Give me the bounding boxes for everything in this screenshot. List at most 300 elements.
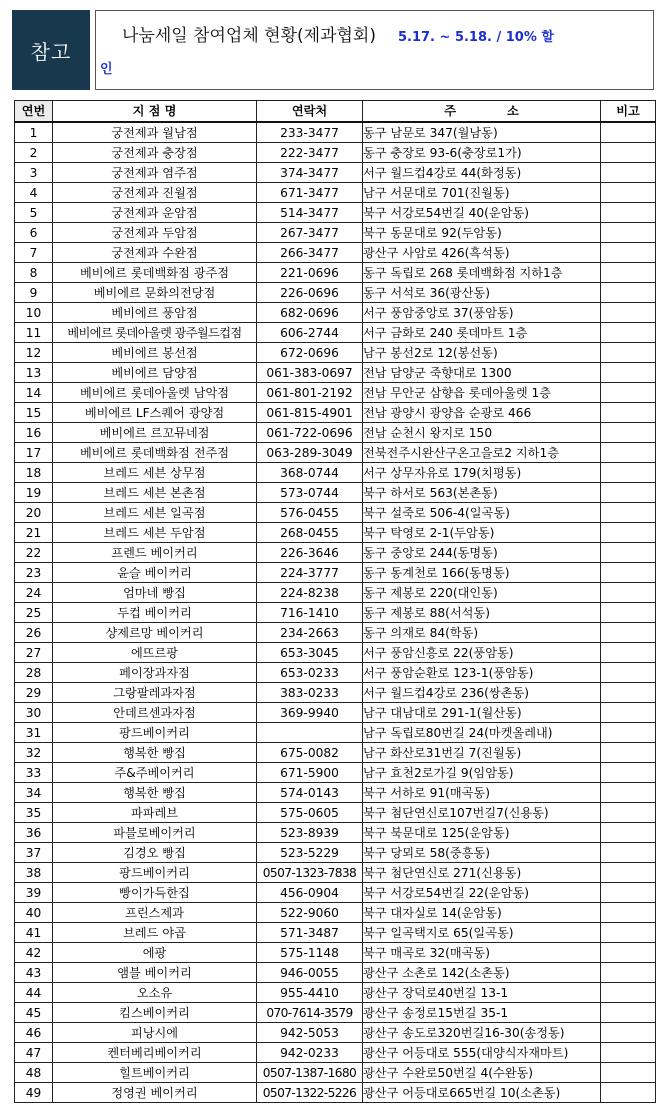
table-row [15, 743, 656, 763]
branch-name: 빵이가득한집 [53, 883, 257, 903]
phone-number: 226-0696 [257, 283, 363, 303]
remarks-cell [601, 563, 656, 583]
remarks-cell [601, 303, 656, 323]
table-row [15, 323, 656, 343]
row-number: 36 [15, 823, 53, 843]
address: 북구 서강로54번길 40(운암동) [363, 203, 601, 223]
table-row [15, 763, 656, 783]
remarks-cell [601, 623, 656, 643]
branch-name: 브레드 세븐 상무점 [53, 463, 257, 483]
address: 서구 상무자유로 179(치평동) [363, 463, 601, 483]
table-row [15, 463, 656, 483]
phone-number: 574-0143 [257, 783, 363, 803]
branch-name: 베비에르 담양점 [53, 363, 257, 383]
phone-number: 514-3477 [257, 203, 363, 223]
sale-period-note-wrap: 인 [100, 62, 113, 77]
address: 남구 효천2로가길 9(임암동) [363, 763, 601, 783]
table-row [15, 963, 656, 983]
remarks-cell [601, 843, 656, 863]
col-header-remarks: 비고 [601, 101, 656, 123]
reference-badge: 참고 [12, 10, 90, 90]
row-number: 47 [15, 1043, 53, 1063]
branch-name: 에뜨르팡 [53, 643, 257, 663]
phone-number: 222-3477 [257, 143, 363, 163]
remarks-cell [601, 863, 656, 883]
remarks-cell [601, 203, 656, 223]
branch-name: 궁전제과 염주점 [53, 163, 257, 183]
address: 전남 담양군 죽향대로 1300 [363, 363, 601, 383]
row-number: 39 [15, 883, 53, 903]
branch-name: 팡드베이커리 [53, 863, 257, 883]
table-row [15, 343, 656, 363]
remarks-cell [601, 122, 656, 143]
remarks-cell [601, 163, 656, 183]
address: 북구 서하로 91(매곡동) [363, 783, 601, 803]
branch-name: 궁전제과 두암점 [53, 223, 257, 243]
address: 동구 의재로 84(학동) [363, 623, 601, 643]
phone-number: 946-0055 [257, 963, 363, 983]
row-number: 33 [15, 763, 53, 783]
table-row [15, 783, 656, 803]
address: 광산구 송정로15번길 35-1 [363, 1003, 601, 1023]
phone-number: 606-2744 [257, 323, 363, 343]
row-number: 38 [15, 863, 53, 883]
remarks-cell [601, 1023, 656, 1043]
phone-number: 070-7614-3579 [257, 1003, 363, 1023]
phone-number: 383-0233 [257, 683, 363, 703]
address: 남구 대남대로 291-1(월산동) [363, 703, 601, 723]
table-row [15, 283, 656, 303]
branch-name: 궁전제과 충장점 [53, 143, 257, 163]
row-number: 29 [15, 683, 53, 703]
branch-name: 베비에르 롯데백화점 전주점 [53, 443, 257, 463]
branch-name: 그랑팔레과자점 [53, 683, 257, 703]
remarks-cell [601, 323, 656, 343]
remarks-cell [601, 903, 656, 923]
remarks-cell [601, 263, 656, 283]
address: 전남 무안군 삼향읍 롯데아울렛 1층 [363, 383, 601, 403]
row-number: 22 [15, 543, 53, 563]
address: 광산구 송도로320번길16-30(송정동) [363, 1023, 601, 1043]
address: 광산구 소촌로 142(소촌동) [363, 963, 601, 983]
table-row [15, 543, 656, 563]
branch-name: 베비에르 봉선점 [53, 343, 257, 363]
row-number: 25 [15, 603, 53, 623]
branch-name: 두컵 베이커리 [53, 603, 257, 623]
remarks-cell [601, 503, 656, 523]
phone-number: 0507-1323-7838 [257, 863, 363, 883]
branch-name: 베비에르 르꼬뮤네점 [53, 423, 257, 443]
address: 서구 금화로 240 롯데마트 1층 [363, 323, 601, 343]
address: 남구 봉선2로 12(봉선동) [363, 343, 601, 363]
address: 동구 제봉로 88(서석동) [363, 603, 601, 623]
phone-number: 523-5229 [257, 843, 363, 863]
remarks-cell [601, 663, 656, 683]
table-row [15, 643, 656, 663]
row-number: 35 [15, 803, 53, 823]
address: 광산구 장덕로40번길 13-1 [363, 983, 601, 1003]
col-header-phone: 연락처 [257, 101, 363, 123]
phone-number: 0507-1387-1680 [257, 1063, 363, 1083]
phone-number: 955-4410 [257, 983, 363, 1003]
remarks-cell [601, 803, 656, 823]
row-number: 18 [15, 463, 53, 483]
remarks-cell [601, 943, 656, 963]
participant-table [14, 100, 656, 1103]
remarks-cell [601, 683, 656, 703]
remarks-cell [601, 483, 656, 503]
branch-name: 궁전제과 진월점 [53, 183, 257, 203]
row-number: 26 [15, 623, 53, 643]
title-box [95, 10, 654, 90]
row-number: 9 [15, 283, 53, 303]
phone-number: 224-8238 [257, 583, 363, 603]
row-number: 1 [15, 122, 53, 143]
branch-name: 프린스제과 [53, 903, 257, 923]
table-row [15, 923, 656, 943]
branch-name: 힐트베이커리 [53, 1063, 257, 1083]
remarks-cell [601, 283, 656, 303]
address: 서구 월드컵4강로 236(쌍촌동) [363, 683, 601, 703]
remarks-cell [601, 583, 656, 603]
address: 북구 일곡택지로 65(일곡동) [363, 923, 601, 943]
table-row [15, 263, 656, 283]
table-row [15, 503, 656, 523]
table-row [15, 663, 656, 683]
remarks-cell [601, 883, 656, 903]
phone-number: 063-289-3049 [257, 443, 363, 463]
remarks-cell [601, 1003, 656, 1023]
remarks-cell [601, 703, 656, 723]
address: 남구 독립로80번길 24(마켓올레내) [363, 723, 601, 743]
branch-name: 샹제르망 베이커리 [53, 623, 257, 643]
row-number: 11 [15, 323, 53, 343]
branch-name: 엄마네 빵집 [53, 583, 257, 603]
row-number: 19 [15, 483, 53, 503]
row-number: 41 [15, 923, 53, 943]
branch-name: 켄터베리베이커리 [53, 1043, 257, 1063]
branch-name: 피낭시에 [53, 1023, 257, 1043]
table-row [15, 943, 656, 963]
address: 광산구 어등대로665번길 10(소촌동) [363, 1083, 601, 1103]
phone-number: 374-3477 [257, 163, 363, 183]
address: 남구 화산로31번길 7(진월동) [363, 743, 601, 763]
address: 북구 설죽로 506-4(일곡동) [363, 503, 601, 523]
table-row [15, 1023, 656, 1043]
table-row [15, 703, 656, 723]
row-number: 8 [15, 263, 53, 283]
row-number: 49 [15, 1083, 53, 1103]
table-row [15, 423, 656, 443]
remarks-cell [601, 763, 656, 783]
address: 동구 충장로 93-6(충장로1가) [363, 143, 601, 163]
remarks-cell [601, 403, 656, 423]
remarks-cell [601, 443, 656, 463]
table-row [15, 803, 656, 823]
row-number: 37 [15, 843, 53, 863]
row-number: 42 [15, 943, 53, 963]
branch-name: 파블로베이커리 [53, 823, 257, 843]
phone-number: 671-3477 [257, 183, 363, 203]
table-row [15, 183, 656, 203]
phone-number: 522-9060 [257, 903, 363, 923]
address: 북구 첨단연신로107번길7(신용동) [363, 803, 601, 823]
col-header-address: 주 소 [363, 101, 601, 123]
table-row [15, 563, 656, 583]
phone-number: 061-383-0697 [257, 363, 363, 383]
remarks-cell [601, 1083, 656, 1103]
row-number: 6 [15, 223, 53, 243]
branch-name: 브레드 세븐 본촌점 [53, 483, 257, 503]
phone-number: 061-801-2192 [257, 383, 363, 403]
table-row [15, 363, 656, 383]
remarks-cell [601, 463, 656, 483]
address: 북구 북문대로 125(운암동) [363, 823, 601, 843]
phone-number: 268-0455 [257, 523, 363, 543]
phone-number: 653-0233 [257, 663, 363, 683]
row-number: 12 [15, 343, 53, 363]
address: 서구 풍암중앙로 37(풍암동) [363, 303, 601, 323]
phone-number: 675-0082 [257, 743, 363, 763]
row-number: 15 [15, 403, 53, 423]
address: 광산구 사암로 426(흑석동) [363, 243, 601, 263]
table-row [15, 1083, 656, 1103]
table-row [15, 603, 656, 623]
phone-number: 672-0696 [257, 343, 363, 363]
row-number: 5 [15, 203, 53, 223]
branch-name: 페이장과자점 [53, 663, 257, 683]
address: 동구 남문로 347(월남동) [363, 122, 601, 143]
table-row [15, 163, 656, 183]
remarks-cell [601, 383, 656, 403]
phone-number: 368-0744 [257, 463, 363, 483]
address: 광산구 어등대로 555(대양식자재마트) [363, 1043, 601, 1063]
remarks-cell [601, 543, 656, 563]
remarks-cell [601, 183, 656, 203]
remarks-cell [601, 783, 656, 803]
row-number: 21 [15, 523, 53, 543]
row-number: 14 [15, 383, 53, 403]
address: 북구 당뫼로 58(중흥동) [363, 843, 601, 863]
branch-name: 궁전제과 수완점 [53, 243, 257, 263]
phone-number: 0507-1322-5226 [257, 1083, 363, 1103]
table-row [15, 403, 656, 423]
phone-number: 671-5900 [257, 763, 363, 783]
address: 남구 서문대로 701(진월동) [363, 183, 601, 203]
row-number: 43 [15, 963, 53, 983]
phone-number: 576-0455 [257, 503, 363, 523]
address: 서구 월드컵4강로 44(화정동) [363, 163, 601, 183]
col-header-branch: 지 점 명 [53, 101, 257, 123]
row-number: 28 [15, 663, 53, 683]
table-row [15, 1003, 656, 1023]
remarks-cell [601, 603, 656, 623]
row-number: 13 [15, 363, 53, 383]
phone-number: 573-0744 [257, 483, 363, 503]
table-row [15, 122, 656, 143]
address: 북구 첨단연신로 271(신용동) [363, 863, 601, 883]
branch-name: 주&주베이커리 [53, 763, 257, 783]
remarks-cell [601, 423, 656, 443]
branch-name: 앰블 베이커리 [53, 963, 257, 983]
branch-name: 브레드 세븐 두암점 [53, 523, 257, 543]
address: 북구 매곡로 32(매곡동) [363, 943, 601, 963]
address: 동구 독립로 268 롯데백화점 지하1층 [363, 263, 601, 283]
branch-name: 안데르센과자점 [53, 703, 257, 723]
branch-name: 윤슬 베이커리 [53, 563, 257, 583]
branch-name: 에팡 [53, 943, 257, 963]
address: 동구 제봉로 220(대인동) [363, 583, 601, 603]
address: 광산구 수완로50번길 4(수완동) [363, 1063, 601, 1083]
remarks-cell [601, 363, 656, 383]
phone-number: 653-3045 [257, 643, 363, 663]
phone-number: 682-0696 [257, 303, 363, 323]
row-number: 17 [15, 443, 53, 463]
table-body [15, 122, 656, 1103]
remarks-cell [601, 243, 656, 263]
remarks-cell [601, 983, 656, 1003]
remarks-cell [601, 343, 656, 363]
branch-name: 베비에르 문화의전당점 [53, 283, 257, 303]
table-row [15, 143, 656, 163]
branch-name: 팡드베이커리 [53, 723, 257, 743]
table-row [15, 863, 656, 883]
phone-number: 267-3477 [257, 223, 363, 243]
remarks-cell [601, 223, 656, 243]
branch-name: 브레드 세븐 일곡점 [53, 503, 257, 523]
branch-name: 궁전제과 월남점 [53, 122, 257, 143]
phone-number: 575-0605 [257, 803, 363, 823]
phone-number: 061-815-4901 [257, 403, 363, 423]
address: 전남 광양시 광양읍 순광로 466 [363, 403, 601, 423]
phone-number: 942-0233 [257, 1043, 363, 1063]
row-number: 34 [15, 783, 53, 803]
remarks-cell [601, 143, 656, 163]
row-number: 45 [15, 1003, 53, 1023]
row-number: 3 [15, 163, 53, 183]
table-row [15, 683, 656, 703]
table-row [15, 823, 656, 843]
row-number: 4 [15, 183, 53, 203]
row-number: 44 [15, 983, 53, 1003]
row-number: 20 [15, 503, 53, 523]
row-number: 48 [15, 1063, 53, 1083]
branch-name: 프렌드 베이커리 [53, 543, 257, 563]
address: 북구 대자실로 14(운암동) [363, 903, 601, 923]
address: 북구 하서로 563(본촌동) [363, 483, 601, 503]
table-row [15, 983, 656, 1003]
branch-name: 파파레브 [53, 803, 257, 823]
row-number: 31 [15, 723, 53, 743]
branch-name: 킴스베이커리 [53, 1003, 257, 1023]
address: 동구 동계천로 166(동명동) [363, 563, 601, 583]
branch-name: 베비에르 롯데아울렛 광주월드컵점 [53, 323, 257, 343]
table-row [15, 383, 656, 403]
table-row [15, 223, 656, 243]
address: 동구 중앙로 244(동명동) [363, 543, 601, 563]
remarks-cell [601, 523, 656, 543]
phone-number: 942-5053 [257, 1023, 363, 1043]
phone-number: 234-2663 [257, 623, 363, 643]
address: 서구 풍암신흥로 22(풍암동) [363, 643, 601, 663]
remarks-cell [601, 1063, 656, 1083]
branch-name: 베비에르 롯데백화점 광주점 [53, 263, 257, 283]
remarks-cell [601, 963, 656, 983]
phone-number [257, 723, 363, 743]
sale-period-note: 5.17. ~ 5.18. / 10% 할 [397, 30, 554, 45]
phone-number: 369-9940 [257, 703, 363, 723]
row-number: 24 [15, 583, 53, 603]
row-number: 27 [15, 643, 53, 663]
remarks-cell [601, 823, 656, 843]
row-number: 7 [15, 243, 53, 263]
table-row [15, 623, 656, 643]
remarks-cell [601, 743, 656, 763]
row-number: 2 [15, 143, 53, 163]
table-header-row [15, 101, 656, 123]
address: 북구 동문대로 92(두암동) [363, 223, 601, 243]
phone-number: 224-3777 [257, 563, 363, 583]
branch-name: 베비에르 풍암점 [53, 303, 257, 323]
address: 북구 서강로54번길 22(운암동) [363, 883, 601, 903]
col-header-no: 연번 [15, 101, 53, 123]
table-row [15, 583, 656, 603]
table-row [15, 203, 656, 223]
row-number: 40 [15, 903, 53, 923]
branch-name: 정영권 베이커리 [53, 1083, 257, 1103]
row-number: 23 [15, 563, 53, 583]
remarks-cell [601, 723, 656, 743]
address: 전북전주시완산구온고을로2 지하1층 [363, 443, 601, 463]
phone-number: 575-1148 [257, 943, 363, 963]
address: 전남 순천시 왕지로 150 [363, 423, 601, 443]
table-row [15, 1043, 656, 1063]
phone-number: 523-8939 [257, 823, 363, 843]
table-row [15, 523, 656, 543]
table-row [15, 443, 656, 463]
branch-name: 행복한 빵집 [53, 783, 257, 803]
phone-number: 226-3646 [257, 543, 363, 563]
phone-number: 571-3487 [257, 923, 363, 943]
table-row [15, 303, 656, 323]
table-row [15, 843, 656, 863]
table-row [15, 883, 656, 903]
branch-name: 궁전제과 운암점 [53, 203, 257, 223]
row-number: 10 [15, 303, 53, 323]
remarks-cell [601, 1043, 656, 1063]
phone-number: 716-1410 [257, 603, 363, 623]
branch-name: 행복한 빵집 [53, 743, 257, 763]
remarks-cell [601, 923, 656, 943]
branch-name: 브레드 야곱 [53, 923, 257, 943]
address: 동구 서석로 36(광산동) [363, 283, 601, 303]
phone-number: 233-3477 [257, 122, 363, 143]
phone-number: 266-3477 [257, 243, 363, 263]
branch-name: 김경오 빵집 [53, 843, 257, 863]
row-number: 46 [15, 1023, 53, 1043]
remarks-cell [601, 643, 656, 663]
row-number: 32 [15, 743, 53, 763]
row-number: 16 [15, 423, 53, 443]
table-row [15, 243, 656, 263]
phone-number: 221-0696 [257, 263, 363, 283]
table-row [15, 723, 656, 743]
table-row [15, 1063, 656, 1083]
phone-number: 061-722-0696 [257, 423, 363, 443]
phone-number: 456-0904 [257, 883, 363, 903]
branch-name: 베비에르 LF스퀘어 광양점 [53, 403, 257, 423]
table-row [15, 903, 656, 923]
